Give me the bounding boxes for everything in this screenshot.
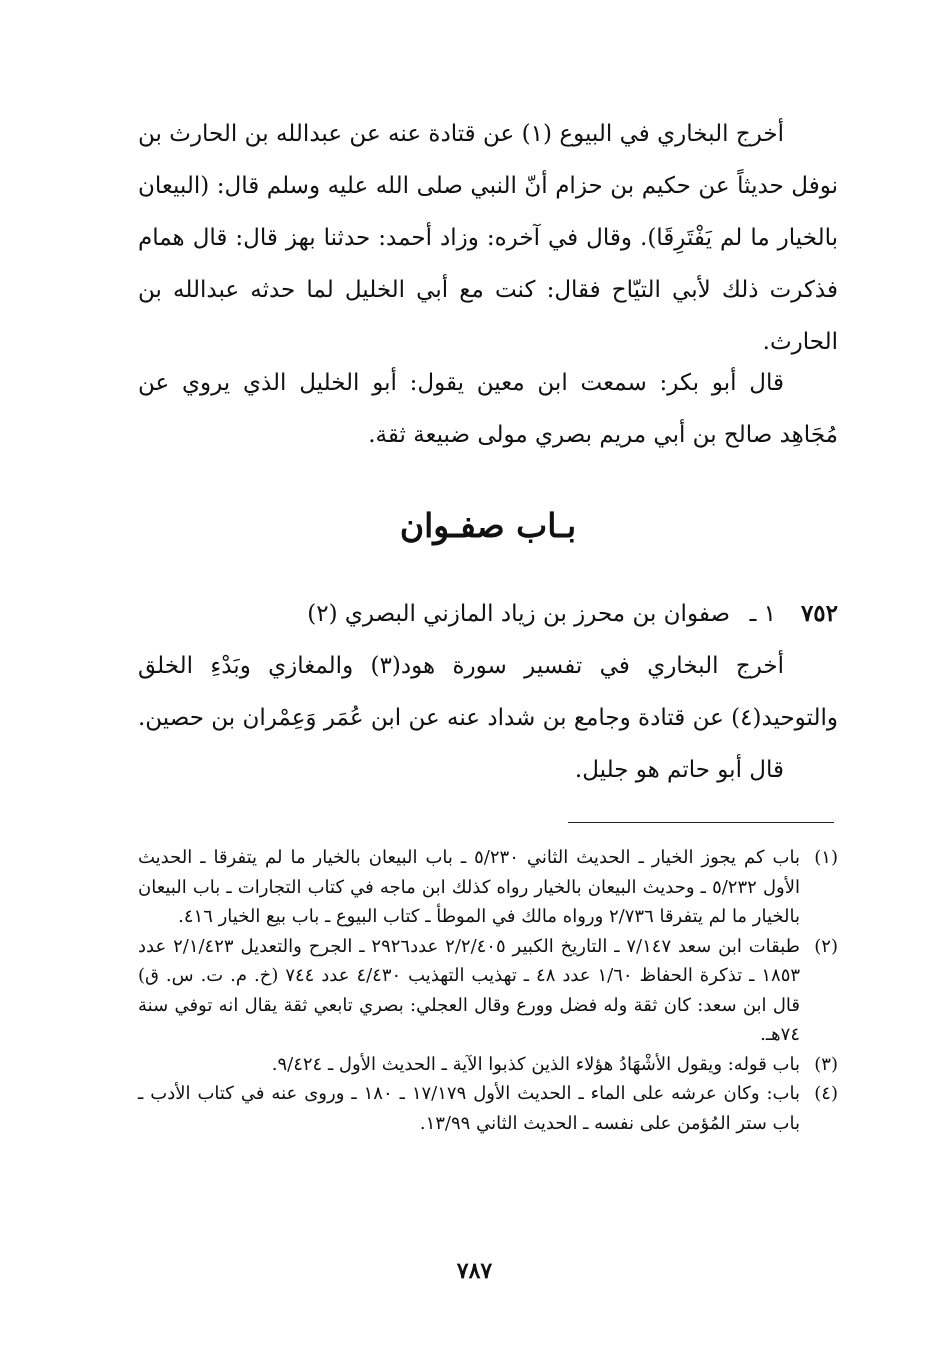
footnote-marker: (٤) <box>814 1083 838 1104</box>
entry-header <box>138 588 838 640</box>
footnote <box>138 843 838 932</box>
entry-paragraph-1: أخرج البخاري في تفسير سورة هود(٣) والمغازي وبَدْءِ الخلق والتوحيد(٤) عن قتادة وجامع بن شداد عنه عن ابن عُمَر وَعِمْران بن حصين. <box>137 653 838 731</box>
footnote-text: باب كم يجوز الخيار ـ الحديث الثاني ٥/٢٣٠ ـ باب البيعان بالخيار ما لم يتفرقا ـ الحديث الأول ٥/٢٣٢ ـ وحديث البيعان بالخيار رواه كذلك ابن ماجه في كتاب التجارات ـ باب البيعان بالخيار ما لم يتفرقا ٢/٧٣٦ ورواه مالك في الموطأ ـ كتاب البيوع ـ باب بيع الخيار ٤١٦. <box>138 847 800 927</box>
footnote-marker: (٣) <box>814 1053 838 1075</box>
footnote-text: باب: وكان عرشه على الماء ـ الحديث الأول ١٧/١٧٩ ـ ١٨٠ ـ وروى عنه في كتاب الأدب ـ باب ستر المُؤمن على نفسه ـ الحديث الثاني ١٣/٩٩. <box>138 1083 800 1134</box>
body-paragraph-2: قال أبو بكر: سمعت ابن معين يقول: أبو الخليل الذي يروي عن مُجَاهِد صالح بن أبي مريم بصري مولى ضبيعة ثقة. <box>138 370 838 448</box>
entry-paragraph-2: قال أبو حاتم هو جليل. <box>574 757 784 783</box>
entry-block <box>138 588 838 744</box>
entry-index: ١ ـ <box>749 601 776 627</box>
page-number: ٧٨٧ <box>456 1258 493 1284</box>
footnote-text: طبقات ابن سعد ٧/١٤٧ ـ التاريخ الكبير ٢/٢/٤٠٥ عدد٢٩٢٦ ـ الجرح والتعديل ٢/١/٤٢٣ عدد ١٨٥٣ ـ تذكرة الحفاظ ١/٦٠ عدد ٤٨ ـ تهذيب التهذيب ٤/٤٣٠ عدد ٧٤٤ (خ. م. ت. س. ق) قال ابن سعد: كان ثقة وله فضل وورع وقال العجلي: بصري تابعي ثقة يقال انه توفي سنة ٧٤هـ. <box>138 935 801 1045</box>
body-paragraph-1: أخرج البخاري في البيوع (١) عن قتادة عنه عن عبدالله بن الحارث بن نوفل حديثاً عن حكيم بن حزام أنّ النبي صلى الله عليه وسلم قال: (البيعان بالخيار ما لم يَفْتَرِقَا). وقال في آخره: وزاد أحمد: حدثنا بهز قال: قال همام فذكرت ذلك لأبي التيّاح فقال: كنت مع أبي الخليل لما حدثه عبدالله بن الحارث. <box>138 121 838 355</box>
footnotes <box>138 843 838 1138</box>
body-paragraph-1-block <box>138 108 838 368</box>
body-paragraph-2-block <box>138 357 838 461</box>
footnote-text: باب قوله: ويقول الأشْهَادُ هؤلاء الذين كذبوا الآية ـ الحديث الأول ـ ٩/٤٢٤. <box>271 1053 800 1075</box>
footnote-marker: (١) <box>814 847 838 868</box>
footnote <box>138 1079 838 1138</box>
footnote <box>138 932 838 1050</box>
footnote-marker: (٢) <box>814 935 838 957</box>
entry-paragraph-2-block <box>138 744 838 796</box>
footnote <box>138 1050 838 1080</box>
footnote-separator <box>568 822 834 823</box>
entry-number: ٧٥٢ <box>800 600 838 627</box>
section-heading: بـاب صفـوان <box>399 506 577 545</box>
entry-title: صفوان بن محرز بن زياد المازني البصري (٢) <box>307 601 730 627</box>
